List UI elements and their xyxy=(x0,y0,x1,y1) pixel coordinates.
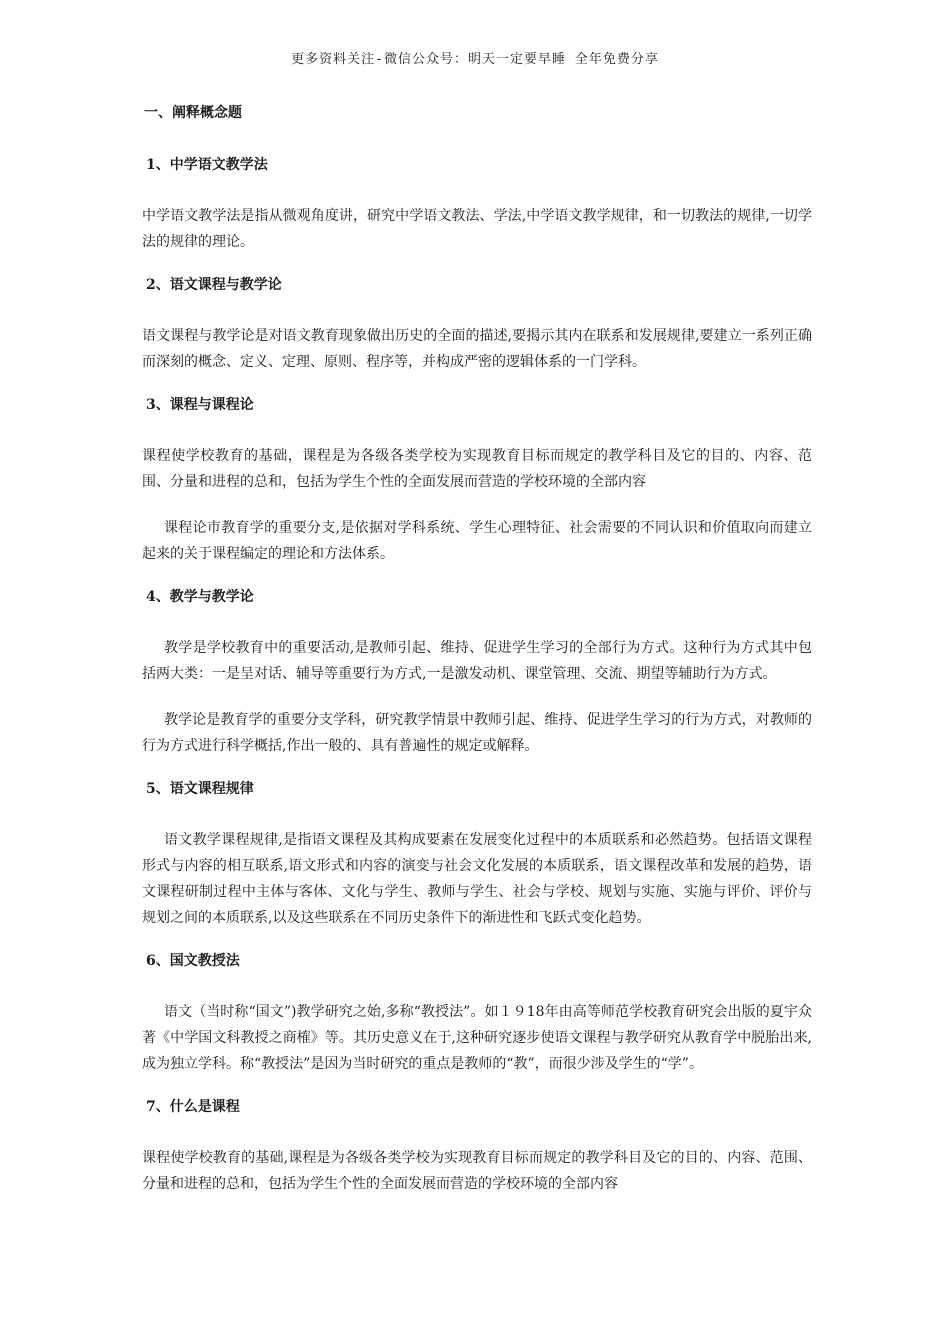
section-4 xyxy=(142,587,812,759)
header-note: 更多资料关注-微信公众号：明天一定要早睡 全年免费分享 xyxy=(291,52,659,67)
paragraph: 中学语文教学法是指从微观角度讲，研究中学语文教法、学法,中学语文教学规律，和一切教法的规律,一切学法的规律的理论。 xyxy=(142,208,812,250)
section-title: 1、中学语文教学法 xyxy=(146,157,268,173)
paragraph: 语文课程与教学论是对语文教育现象做出历史的全面的描述,要揭示其内在联系和发展规律,要建立一系列正确而深刻的概念、定义、定理、原则、程序等，并构成严密的逻辑体系的一门学科。 xyxy=(142,328,812,370)
paragraph: 课程使学校教育的基础,课程是为各级各类学校为实现教育目标而规定的教学科目及它的目的、内容、范围、分量和进程的总和，包括为学生个性的全面发展而营造的学校环境的全部内容 xyxy=(142,1150,812,1192)
section-1 xyxy=(142,155,812,255)
paragraph: 教学是学校教育中的重要活动,是教师引起、维持、促进学生学习的全部行为方式。这种行为方式其中包括两大类：一是呈对话、辅导等重要行为方式,一是激发动机、课堂管理、交流、期望等辅助行为方式。 xyxy=(142,640,812,682)
section-title: 5、语文课程规律 xyxy=(146,781,254,797)
section-2 xyxy=(142,275,812,375)
section-title: 7、什么是课程 xyxy=(146,1099,240,1115)
section-7 xyxy=(142,1097,812,1197)
paragraph: 课程使学校教育的基础，课程是为各级各类学校为实现教育目标而规定的教学科目及它的目的、内容、范围、分量和进程的总和，包括为学生个性的全面发展而营造的学校环境的全部内容 xyxy=(142,448,812,490)
paragraph: 教学论是教育学的重要分支学科，研究教学情景中教师引起、维持、促进学生学习的行为方式，对教师的行为方式进行科学概括,作出一般的、具有普遍性的规定或解释。 xyxy=(142,712,812,754)
section-title: 3、课程与课程论 xyxy=(146,397,254,413)
section-title: 6、国文教授法 xyxy=(146,953,240,969)
section-title: 4、教学与教学论 xyxy=(146,589,254,605)
paragraph: 语文教学课程规律,是指语文课程及其构成要素在发展变化过程中的本质联系和必然趋势。包括语文课程形式与内容的相互联系,语文形式和内容的演变与社会文化发展的本质联系，语文课程改革和发展的趋势，语文课程研制过程中主体与客体、文化与学生、教师与学生、社会与学校、规划与实施、实施与评价、评价与规划之间的本质联系,以及这些联系在不同历史条件下的渐进性和飞跃式变化趋势。 xyxy=(142,832,812,926)
paragraph: 语文（当时称“国文”)教学研究之始,多称“教授法”。如１９18年由高等师范学校教育研究会出版的夏宇众著《中学国文科教授之商榷》等。其历史意义在于,这种研究逐步使语文课程与教学研究从教育学中脱胎出来,成为独立学科。称“教授法”是因为当时研究的重点是教师的“教”，而很少涉及学生的“学”。 xyxy=(142,1004,812,1072)
section-5 xyxy=(142,779,812,931)
section-3 xyxy=(142,395,812,567)
part-title: 一、阐释概念题 xyxy=(144,105,242,121)
paragraph: 课程论市教育学的重要分支,是依据对学科系统、学生心理特征、社会需要的不同认识和价值取向而建立起来的关于课程编定的理论和方法体系。 xyxy=(142,520,812,562)
section-title: 2、语文课程与教学论 xyxy=(146,277,282,293)
document-body xyxy=(142,103,812,1217)
section-6 xyxy=(142,951,812,1077)
